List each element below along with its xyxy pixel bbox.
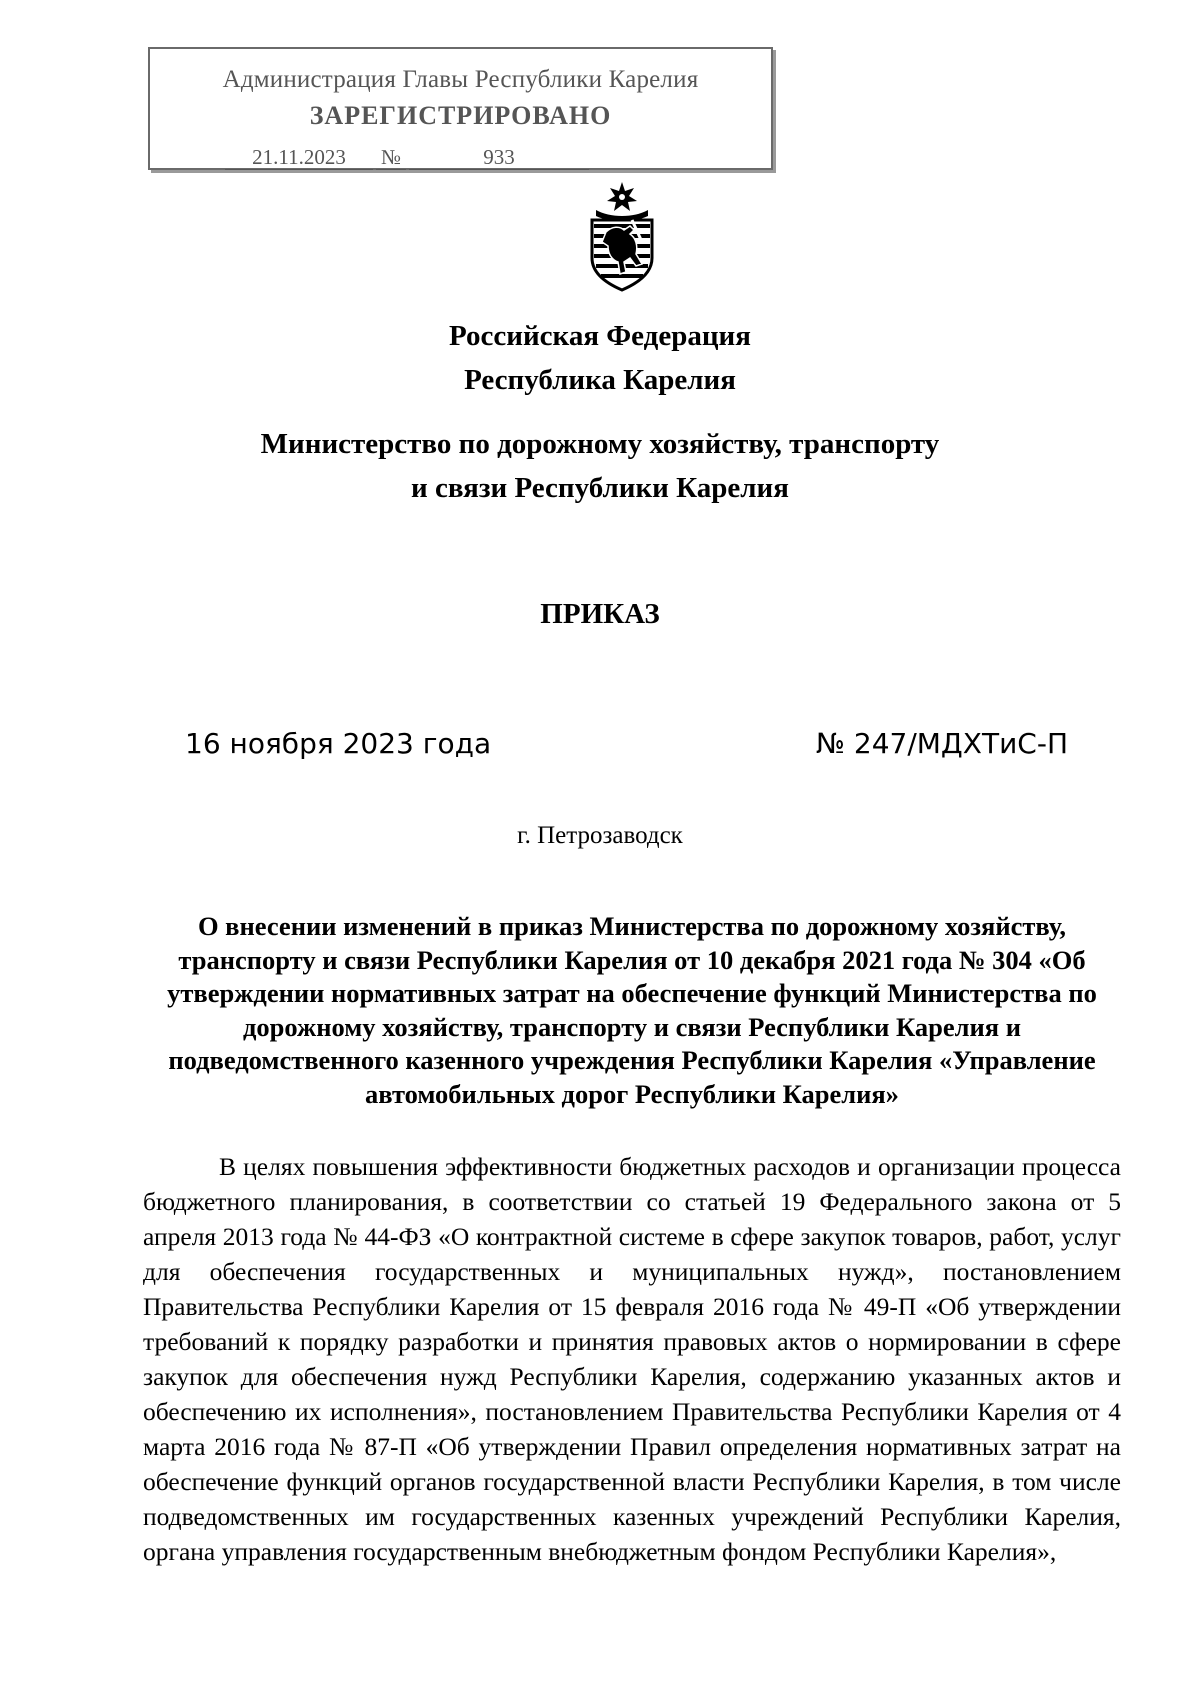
stamp-status: ЗАРЕГИСТРИРОВАНО (309, 101, 612, 130)
document-subject: О внесении изменений в приказ Министерства по дорожному хозяйству, транспорту и связи Республики Карелия от 10 декабря 2021 года № 304 «Об утверждении нормативных затрат на обеспечение функций Министерства по дорожному хозяйству, транспорту и связи Республики Карелия и подведомственного казенного учреждения Республики Карелия «Управление автомобильных дорог Республики Карелия» (167, 911, 1097, 1109)
karelia-coat-of-arms-icon (586, 180, 658, 292)
document-date: 16 ноября 2023 года (185, 727, 492, 760)
republic-heading: Республика Карелия (464, 364, 736, 396)
stamp-number: 933 (409, 145, 589, 170)
stamp-number-sign: № (376, 145, 406, 170)
document-body: В целях повышения эффективности бюджетных расходов и организации процесса бюджетного планирования, в соответствии со статьей 19 Федерального закона от 5 апреля 2013 года № 44-ФЗ «О контрактной системе в сфере закупок товаров, работ, услуг для обеспечения государственных и муниципальных нужд», постановлением Правительства Республики Карелия от 15 февраля 2016 года № 49-П «Об утверждении требований к порядку разработки и принятия правовых актов о нормировании в сфере закупок для обеспечения нужд Республики Карелия, содержанию указанных актов и обеспечению их исполнения», постановлением Правительства Республики Карелия от 4 марта 2016 года № 87-П «Об утверждении Правил определения нормативных затрат на обеспечение функций органов государственной власти Республики Карелия, в том числе подведомственных им государственных казенных учреждений Республики Карелия, органа управления государственным внебюджетным фондом Республики Карелия», (143, 1152, 1121, 1566)
ministry-heading-line2: и связи Республики Карелия (411, 472, 789, 504)
country-heading: Российская Федерация (449, 320, 751, 352)
ministry-heading-line1: Министерство по дорожному хозяйству, транспорту (260, 428, 940, 460)
document-number: № 247/МДХТиС-П (815, 727, 1068, 760)
document-city: г. Петрозаводск (517, 822, 683, 849)
stamp-date: 21.11.2023 (225, 145, 373, 170)
document-type: ПРИКАЗ (540, 598, 660, 630)
stamp-title: Администрация Главы Республики Карелия (222, 66, 699, 93)
registration-stamp (148, 47, 773, 170)
